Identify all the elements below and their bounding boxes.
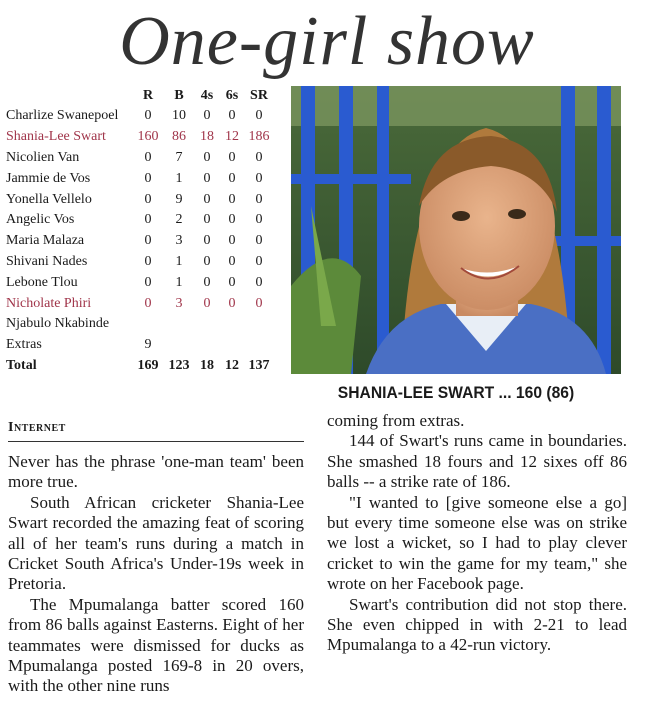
- article-paragraph: 144 of Swart's runs came in boundaries. She smashed 18 fours and 12 sixes off 86 balls -- a strike rate of 186.: [327, 431, 627, 492]
- stat-fours: 0: [203, 191, 211, 207]
- stat-balls: 86: [172, 129, 186, 145]
- stat-fours: 0: [203, 212, 211, 228]
- stat-sixes: 0: [228, 253, 236, 269]
- player-name: Total: [6, 357, 37, 373]
- header-balls: B: [174, 88, 184, 103]
- player-name: Nicolien Van: [6, 149, 80, 165]
- stat-sixes: 0: [228, 274, 236, 290]
- stat-balls: 2: [175, 212, 183, 228]
- stat-fours: 0: [203, 170, 211, 186]
- stat-strike-rate: 0: [255, 253, 263, 269]
- article-column-left: [8, 452, 304, 697]
- stat-runs: 0: [144, 233, 152, 249]
- stat-runs: 0: [144, 253, 152, 269]
- stat-runs: 9: [144, 337, 152, 353]
- player-photo: [291, 86, 621, 374]
- player-name: Yonella Vellelo: [6, 191, 92, 207]
- scorecard-row: [6, 189, 284, 210]
- stat-sixes: 12: [225, 129, 239, 145]
- stat-runs: 0: [144, 191, 152, 207]
- scorecard-row: [6, 314, 284, 335]
- scorecard-row: [6, 252, 284, 273]
- stat-balls: 1: [175, 253, 183, 269]
- stat-balls: 1: [175, 274, 183, 290]
- scorecard-row: [6, 293, 284, 314]
- article-paragraph: Never has the phrase 'one-man team' been more true.: [8, 452, 304, 492]
- scorecard-row: [6, 335, 284, 356]
- stat-strike-rate: 0: [255, 274, 263, 290]
- stat-sixes: 0: [228, 108, 236, 124]
- stat-fours: 0: [203, 108, 211, 124]
- article-paragraph: Swart's contribution did not stop there. She even chipped in with 2-21 to lead Mpumalanga to a 42-run victory.: [327, 594, 627, 655]
- header-runs: R: [142, 88, 154, 103]
- article-paragraph: "I wanted to [give someone else a go] but every time someone else was on strike we lost a wicket, so I had to play clever cricket to win the game for my team," she wrote on her Facebook page.: [327, 492, 627, 594]
- stat-strike-rate: 0: [255, 295, 263, 311]
- article-paragraph: coming from extras.: [327, 411, 465, 430]
- player-name: Shivani Nades: [6, 253, 88, 269]
- stat-sixes: 0: [228, 233, 236, 249]
- scorecard-row: [6, 231, 284, 252]
- photo-caption: SHANIA-LEE SWART ... 160 (86): [337, 383, 575, 402]
- player-name: Njabulo Nkabinde: [6, 316, 110, 332]
- stat-balls: 7: [175, 149, 183, 165]
- stat-sixes: 0: [228, 295, 236, 311]
- stat-strike-rate: 0: [255, 212, 263, 228]
- stat-sixes: 12: [225, 357, 239, 373]
- stat-strike-rate: 0: [255, 233, 263, 249]
- header-strike-rate: SR: [250, 88, 268, 103]
- stat-fours: 0: [203, 233, 211, 249]
- stat-strike-rate: 0: [255, 191, 263, 207]
- stat-strike-rate: 186: [248, 129, 270, 145]
- stat-fours: 18: [200, 129, 214, 145]
- scorecard-row: [6, 168, 284, 189]
- stat-strike-rate: 137: [248, 357, 270, 373]
- stat-sixes: 0: [228, 212, 236, 228]
- header-fours: 4s: [200, 88, 214, 103]
- scorecard-row: [6, 127, 284, 148]
- stat-strike-rate: 0: [255, 108, 263, 124]
- stat-fours: 18: [200, 357, 214, 373]
- stat-balls: 3: [175, 295, 183, 311]
- stat-strike-rate: 0: [255, 170, 263, 186]
- player-name: Charlize Swanepoel: [6, 108, 119, 124]
- stat-runs: 0: [144, 170, 152, 186]
- player-photo-illustration: [291, 86, 621, 374]
- player-name: Angelic Vos: [6, 212, 75, 228]
- header-sixes: 6s: [225, 88, 239, 103]
- stat-fours: 0: [203, 295, 211, 311]
- player-name: Nicholate Phiri: [6, 295, 92, 311]
- stat-fours: 0: [203, 149, 211, 165]
- stat-runs: 0: [144, 108, 152, 124]
- stat-balls: 9: [175, 191, 183, 207]
- scorecard-row: [6, 210, 284, 231]
- scorecard-row: [6, 106, 284, 127]
- scorecard-table: [6, 86, 284, 376]
- stat-runs: 160: [137, 129, 159, 145]
- player-name: Extras: [6, 337, 42, 353]
- player-name: Maria Malaza: [6, 233, 85, 249]
- stat-sixes: 0: [228, 170, 236, 186]
- stat-balls: 123: [168, 357, 190, 373]
- player-name: Jammie de Vos: [6, 170, 91, 186]
- stat-strike-rate: 0: [255, 149, 263, 165]
- stat-balls: 3: [175, 233, 183, 249]
- byline: Internet: [8, 420, 304, 442]
- stat-balls: 10: [172, 108, 186, 124]
- article-column-right: [327, 411, 627, 656]
- player-name: Lebone Tlou: [6, 274, 78, 290]
- article-paragraph: The Mpumalanga batter scored 160 from 86 balls against Easterns. Eight of her teammates were dismissed for ducks as Mpumalanga posted 169-8 in 20 overs, with the other nine runs: [8, 594, 304, 696]
- stat-runs: 0: [144, 212, 152, 228]
- player-name: Shania-Lee Swart: [6, 129, 106, 145]
- article-paragraph: South African cricketer Shania-Lee Swart recorded the amazing feat of scoring all of her team's runs during a match in Cricket South Africa's Under-19s week in Pretoria.: [8, 492, 304, 594]
- stat-sixes: 0: [228, 149, 236, 165]
- stat-fours: 0: [203, 274, 211, 290]
- stat-runs: 169: [137, 357, 159, 373]
- stat-balls: 1: [175, 170, 183, 186]
- stat-runs: 0: [144, 274, 152, 290]
- scorecard-row: [6, 272, 284, 293]
- stat-runs: 0: [144, 295, 152, 311]
- stat-sixes: 0: [228, 191, 236, 207]
- stat-runs: 0: [144, 149, 152, 165]
- headline: One-girl show: [119, 3, 535, 80]
- stat-fours: 0: [203, 253, 211, 269]
- scorecard-total-row: [6, 356, 284, 377]
- scorecard-header-row: [6, 86, 284, 106]
- scorecard-row: [6, 148, 284, 169]
